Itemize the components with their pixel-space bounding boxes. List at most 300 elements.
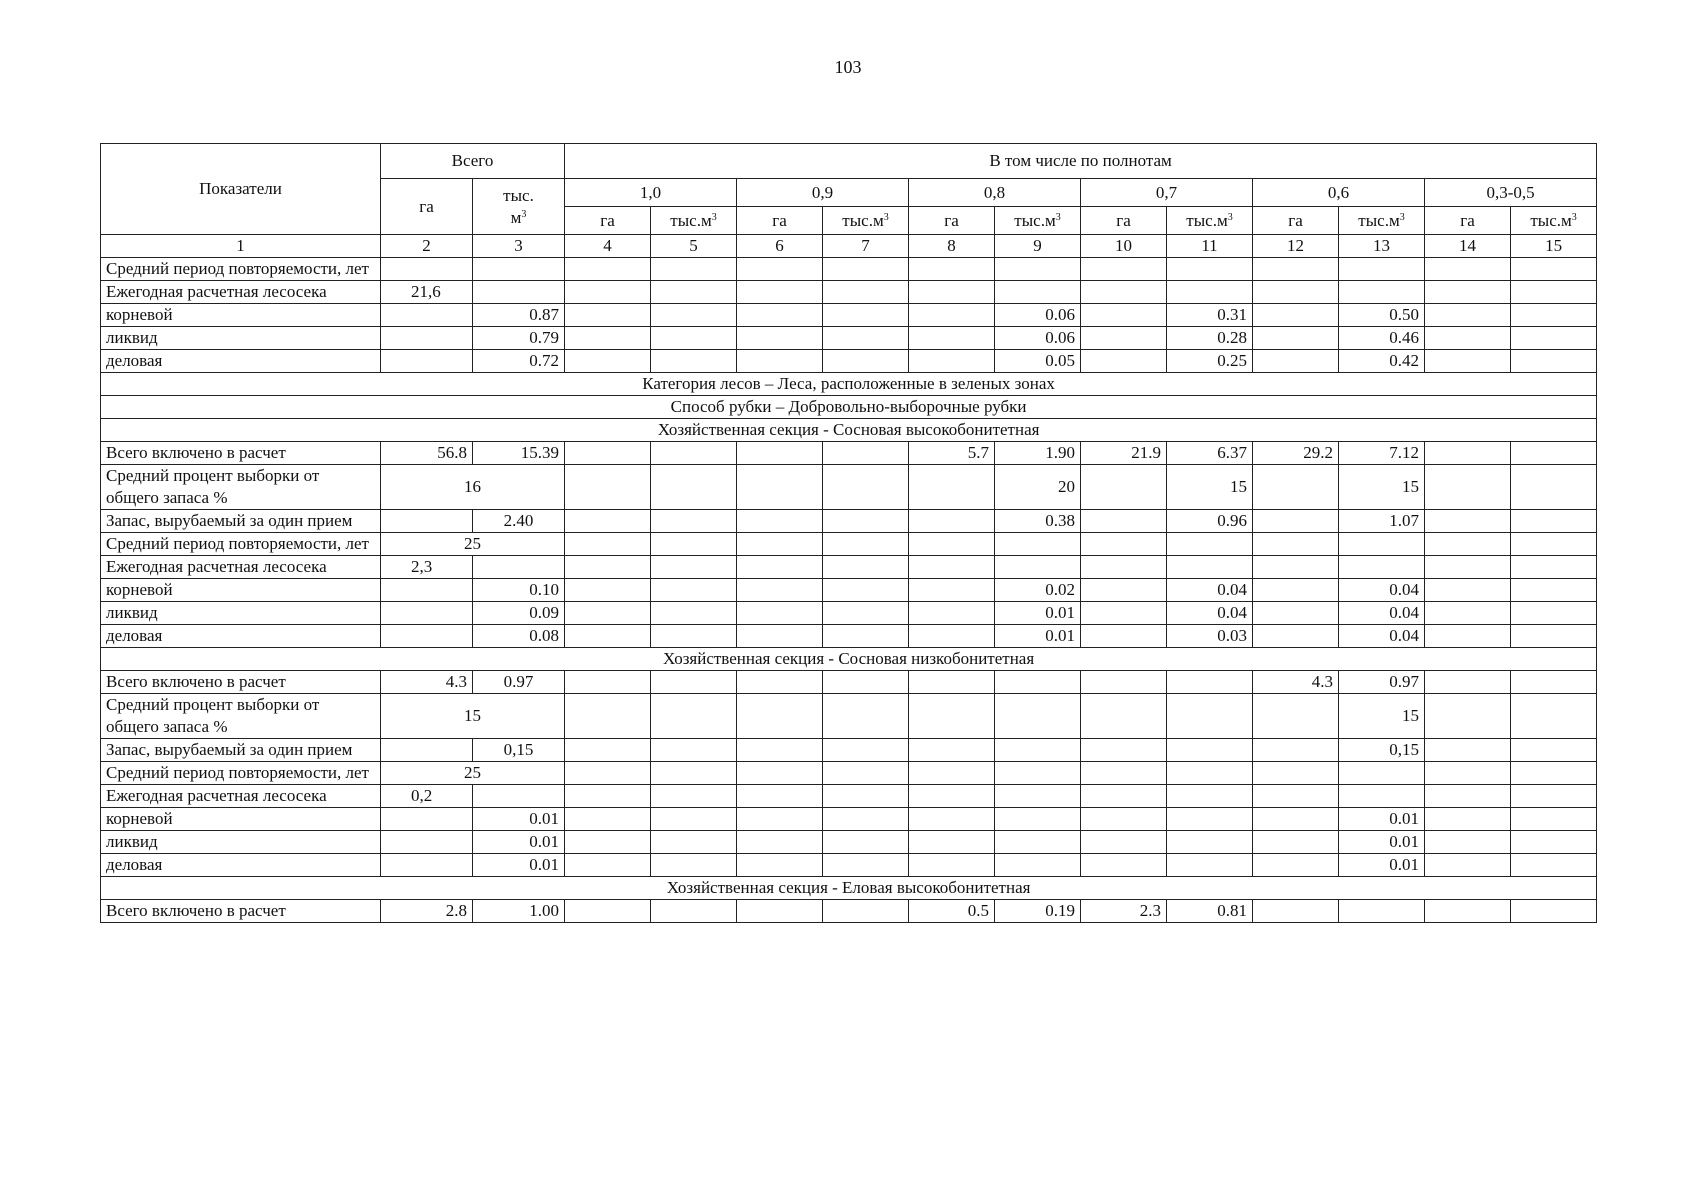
header-total-volume: тыс. $м^3$ xyxy=(473,179,565,235)
table-cell xyxy=(1167,739,1253,762)
header-indicators: Показатели xyxy=(101,144,381,235)
table-cell xyxy=(651,694,737,739)
table-cell xyxy=(909,281,995,304)
subheader-ha: га xyxy=(1081,207,1167,235)
table-cell xyxy=(823,442,909,465)
table-cell xyxy=(1253,694,1339,739)
table-cell xyxy=(1425,304,1511,327)
table-cell xyxy=(909,762,995,785)
row-label: деловая xyxy=(101,854,381,877)
table-cell xyxy=(909,304,995,327)
table-cell xyxy=(1253,465,1339,510)
table-cell xyxy=(1081,602,1167,625)
column-index-cell: 6 xyxy=(737,235,823,258)
table-cell xyxy=(1425,579,1511,602)
table-cell xyxy=(1081,579,1167,602)
table-cell xyxy=(1511,258,1597,281)
subheader-ha: га xyxy=(1253,207,1339,235)
table-cell xyxy=(1081,739,1167,762)
table-cell xyxy=(1339,533,1425,556)
table-cell xyxy=(1425,831,1511,854)
row-label: деловая xyxy=(101,350,381,373)
table-cell xyxy=(1081,785,1167,808)
row-label: Ежегодная расчетная лесосека xyxy=(101,785,381,808)
table-cell xyxy=(565,442,651,465)
table-cell: 56.8 xyxy=(381,442,473,465)
table-cell xyxy=(1253,579,1339,602)
table-cell xyxy=(823,258,909,281)
table-cell xyxy=(1425,602,1511,625)
table-cell xyxy=(909,602,995,625)
table-cell xyxy=(1253,350,1339,373)
table-cell xyxy=(909,533,995,556)
total-merged-cell: 25 xyxy=(381,762,565,785)
table-cell xyxy=(381,510,473,533)
table-row xyxy=(101,258,1597,281)
table-cell xyxy=(1167,831,1253,854)
table-row xyxy=(101,556,1597,579)
table-cell xyxy=(995,694,1081,739)
table-cell xyxy=(381,258,473,281)
table-cell xyxy=(1167,281,1253,304)
column-index-cell: 12 xyxy=(1253,235,1339,258)
table-cell xyxy=(565,465,651,510)
table-cell xyxy=(1167,808,1253,831)
table-cell xyxy=(1511,579,1597,602)
table-cell: 21,6 xyxy=(381,281,473,304)
table-cell xyxy=(1425,625,1511,648)
table-cell xyxy=(823,556,909,579)
subheader-volume: $тыс.м^3$ xyxy=(651,207,737,235)
table-cell xyxy=(995,671,1081,694)
subheader-volume: $тыс.м^3$ xyxy=(1339,207,1425,235)
table-cell xyxy=(651,602,737,625)
header-total-ha: га xyxy=(381,179,473,235)
table-cell: 0,15 xyxy=(473,739,565,762)
column-index-cell: 13 xyxy=(1339,235,1425,258)
row-label: корневой xyxy=(101,304,381,327)
table-cell: 15.39 xyxy=(473,442,565,465)
table-cell xyxy=(1425,533,1511,556)
table-cell xyxy=(1425,327,1511,350)
table-cell xyxy=(909,831,995,854)
table-cell xyxy=(565,694,651,739)
row-label: ликвид xyxy=(101,327,381,350)
table-cell xyxy=(651,350,737,373)
table-cell xyxy=(381,625,473,648)
table-cell xyxy=(381,739,473,762)
table-cell: 6.37 xyxy=(1167,442,1253,465)
table-cell: 0.01 xyxy=(1339,854,1425,877)
table-cell xyxy=(1081,350,1167,373)
row-label: Средний период повторяемости, лет xyxy=(101,258,381,281)
table-cell xyxy=(823,671,909,694)
table-cell: 0.87 xyxy=(473,304,565,327)
table-cell xyxy=(1511,465,1597,510)
table-cell xyxy=(565,327,651,350)
table-cell xyxy=(1081,556,1167,579)
table-cell xyxy=(565,785,651,808)
table-cell: 0.42 xyxy=(1339,350,1425,373)
column-index-cell: 10 xyxy=(1081,235,1167,258)
table-cell xyxy=(1511,762,1597,785)
row-label: корневой xyxy=(101,808,381,831)
table-cell xyxy=(651,465,737,510)
table-cell: 2.8 xyxy=(381,900,473,923)
header-by-density: В том числе по полнотам xyxy=(565,144,1597,179)
table-cell xyxy=(995,556,1081,579)
table-cell xyxy=(1511,602,1597,625)
table-cell: 4.3 xyxy=(381,671,473,694)
table-cell: 0,2 xyxy=(381,785,473,808)
header-total: Всего xyxy=(381,144,565,179)
table-cell xyxy=(737,739,823,762)
column-index-cell: 8 xyxy=(909,235,995,258)
table-cell xyxy=(1425,808,1511,831)
table-cell xyxy=(651,533,737,556)
section-title: Способ рубки – Добровольно-выборочные рубки xyxy=(101,396,1597,419)
table-cell: 4.3 xyxy=(1253,671,1339,694)
table-cell: 0.04 xyxy=(1167,602,1253,625)
table-cell xyxy=(995,762,1081,785)
table-cell xyxy=(995,281,1081,304)
table-cell: 20 xyxy=(995,465,1081,510)
table-cell xyxy=(1511,533,1597,556)
table-cell xyxy=(1081,625,1167,648)
table-cell xyxy=(1511,510,1597,533)
table-cell xyxy=(1081,327,1167,350)
table-cell xyxy=(823,739,909,762)
table-cell xyxy=(995,533,1081,556)
table-cell xyxy=(1339,785,1425,808)
table-cell xyxy=(823,785,909,808)
table-cell xyxy=(565,625,651,648)
table-cell: 0.38 xyxy=(995,510,1081,533)
table-cell xyxy=(565,304,651,327)
table-cell xyxy=(737,900,823,923)
table-row xyxy=(101,465,1597,510)
table-cell xyxy=(1425,281,1511,304)
table-cell xyxy=(1253,739,1339,762)
table-row xyxy=(101,762,1597,785)
table-cell xyxy=(1425,785,1511,808)
table-cell xyxy=(909,694,995,739)
header-density-5: 0,6 xyxy=(1253,179,1425,207)
header-density-4: 0,7 xyxy=(1081,179,1253,207)
row-label: ликвид xyxy=(101,831,381,854)
table-cell xyxy=(737,831,823,854)
table-cell xyxy=(909,671,995,694)
table-cell xyxy=(1081,762,1167,785)
table-cell xyxy=(1425,258,1511,281)
table-row xyxy=(101,442,1597,465)
table-cell: 0.04 xyxy=(1339,602,1425,625)
table-cell xyxy=(651,831,737,854)
table-cell xyxy=(823,327,909,350)
table-cell xyxy=(1081,854,1167,877)
table-cell xyxy=(1253,808,1339,831)
table-cell xyxy=(1511,350,1597,373)
table-cell xyxy=(565,900,651,923)
total-merged-cell: 25 xyxy=(381,533,565,556)
table-cell xyxy=(1253,900,1339,923)
table-row xyxy=(101,785,1597,808)
table-cell xyxy=(737,808,823,831)
table-cell xyxy=(565,350,651,373)
table-cell: 0.81 xyxy=(1167,900,1253,923)
table-cell xyxy=(909,465,995,510)
column-index-cell: 1 xyxy=(101,235,381,258)
section-title: Хозяйственная секция - Еловая высокобонитетная xyxy=(101,877,1597,900)
table-cell xyxy=(909,625,995,648)
table-cell xyxy=(1425,442,1511,465)
table-cell: 0.28 xyxy=(1167,327,1253,350)
column-index-cell: 2 xyxy=(381,235,473,258)
row-label: Средний период повторяемости, лет xyxy=(101,533,381,556)
table-cell xyxy=(651,510,737,533)
table-row xyxy=(101,739,1597,762)
table-cell: 0.01 xyxy=(473,808,565,831)
column-index-cell: 4 xyxy=(565,235,651,258)
table-cell: 29.2 xyxy=(1253,442,1339,465)
table-cell: 0.46 xyxy=(1339,327,1425,350)
row-label: Ежегодная расчетная лесосека xyxy=(101,556,381,579)
table-cell xyxy=(651,785,737,808)
table-cell: 1.90 xyxy=(995,442,1081,465)
table-cell xyxy=(1253,556,1339,579)
table-cell xyxy=(473,785,565,808)
row-label: Запас, вырубаемый за один прием xyxy=(101,510,381,533)
column-index-cell: 3 xyxy=(473,235,565,258)
table-cell xyxy=(565,533,651,556)
table-cell xyxy=(1253,854,1339,877)
row-label: Всего включено в расчет xyxy=(101,671,381,694)
table-row xyxy=(101,671,1597,694)
table-cell: 0.01 xyxy=(995,625,1081,648)
table-cell xyxy=(823,510,909,533)
table-cell: 0.06 xyxy=(995,327,1081,350)
table-cell xyxy=(909,785,995,808)
table-cell: 0.01 xyxy=(473,854,565,877)
table-cell xyxy=(909,510,995,533)
table-cell xyxy=(1511,327,1597,350)
table-cell xyxy=(651,258,737,281)
table-row xyxy=(101,327,1597,350)
table-cell: 0.05 xyxy=(995,350,1081,373)
table-row xyxy=(101,281,1597,304)
table-cell xyxy=(823,808,909,831)
table-cell xyxy=(1511,854,1597,877)
table-cell xyxy=(1339,900,1425,923)
table-cell xyxy=(823,350,909,373)
table-cell xyxy=(1425,465,1511,510)
table-cell xyxy=(1081,533,1167,556)
column-index-row xyxy=(101,235,1597,258)
table-cell xyxy=(1511,671,1597,694)
table-cell xyxy=(1339,281,1425,304)
row-label: деловая xyxy=(101,625,381,648)
table-cell xyxy=(651,808,737,831)
table-cell xyxy=(565,854,651,877)
table-cell xyxy=(737,694,823,739)
table-cell xyxy=(909,258,995,281)
table-cell xyxy=(823,831,909,854)
table-cell: 2.40 xyxy=(473,510,565,533)
column-index-cell: 15 xyxy=(1511,235,1597,258)
table-cell xyxy=(651,442,737,465)
table-cell xyxy=(1339,556,1425,579)
table-cell xyxy=(1339,258,1425,281)
table-cell xyxy=(737,510,823,533)
table-cell xyxy=(1339,762,1425,785)
table-cell xyxy=(1511,304,1597,327)
table-cell xyxy=(823,625,909,648)
table-cell xyxy=(1081,694,1167,739)
subheader-volume: $тыс.м^3$ xyxy=(1167,207,1253,235)
table-cell xyxy=(737,465,823,510)
table-cell xyxy=(737,625,823,648)
table-cell xyxy=(737,327,823,350)
section-title: Хозяйственная секция - Сосновая высокобонитетная xyxy=(101,419,1597,442)
table-cell: 0.5 xyxy=(909,900,995,923)
table-cell xyxy=(1167,854,1253,877)
table-cell: 0.01 xyxy=(473,831,565,854)
row-label: Всего включено в расчет xyxy=(101,900,381,923)
table-cell xyxy=(381,304,473,327)
table-cell xyxy=(823,281,909,304)
table-cell: 0.06 xyxy=(995,304,1081,327)
section-header-row xyxy=(101,877,1597,900)
table-cell xyxy=(1167,258,1253,281)
table-cell xyxy=(1167,671,1253,694)
table-cell xyxy=(1425,510,1511,533)
column-index-cell: 5 xyxy=(651,235,737,258)
table-cell xyxy=(1167,762,1253,785)
table-cell xyxy=(737,442,823,465)
table-cell xyxy=(1511,281,1597,304)
table-cell: 15 xyxy=(1339,465,1425,510)
table-cell: 0.09 xyxy=(473,602,565,625)
row-label: ликвид xyxy=(101,602,381,625)
table-cell xyxy=(1253,831,1339,854)
table-cell: 0.97 xyxy=(473,671,565,694)
subheader-ha: га xyxy=(1425,207,1511,235)
table-cell xyxy=(381,808,473,831)
row-label: корневой xyxy=(101,579,381,602)
table-cell: 0.01 xyxy=(1339,808,1425,831)
table-cell xyxy=(1081,831,1167,854)
table-cell xyxy=(1511,808,1597,831)
table-cell xyxy=(995,831,1081,854)
table-cell: 0.97 xyxy=(1339,671,1425,694)
table-row xyxy=(101,900,1597,923)
table-cell xyxy=(737,854,823,877)
table-cell xyxy=(995,739,1081,762)
section-header-row xyxy=(101,648,1597,671)
table-cell xyxy=(995,258,1081,281)
subheader-ha: га xyxy=(909,207,995,235)
row-label: Ежегодная расчетная лесосека xyxy=(101,281,381,304)
table-cell xyxy=(1425,350,1511,373)
table-cell xyxy=(473,281,565,304)
table-cell xyxy=(823,579,909,602)
table-cell xyxy=(737,533,823,556)
subheader-volume: $тыс.м^3$ xyxy=(1511,207,1597,235)
table-cell xyxy=(651,762,737,785)
table-cell: 0.25 xyxy=(1167,350,1253,373)
table-row xyxy=(101,579,1597,602)
table-cell xyxy=(909,327,995,350)
row-label: Всего включено в расчет xyxy=(101,442,381,465)
row-label: Средний процент выборки от общего запаса % xyxy=(101,465,381,510)
table-cell: 5.7 xyxy=(909,442,995,465)
table-cell xyxy=(823,762,909,785)
table-cell xyxy=(1081,671,1167,694)
table-cell xyxy=(473,556,565,579)
column-index-cell: 7 xyxy=(823,235,909,258)
table-cell xyxy=(565,258,651,281)
table-cell xyxy=(823,533,909,556)
section-header-row xyxy=(101,373,1597,396)
table-cell xyxy=(1253,625,1339,648)
table-cell xyxy=(381,350,473,373)
table-cell: 0.01 xyxy=(1339,831,1425,854)
table-cell xyxy=(823,854,909,877)
table-row xyxy=(101,854,1597,877)
header-density-3: 0,8 xyxy=(909,179,1081,207)
table-cell xyxy=(381,602,473,625)
table-cell xyxy=(565,739,651,762)
table-cell xyxy=(909,350,995,373)
table-cell xyxy=(1253,785,1339,808)
table-cell xyxy=(1253,281,1339,304)
table-cell xyxy=(995,808,1081,831)
table-cell xyxy=(651,304,737,327)
table-row xyxy=(101,350,1597,373)
table-cell xyxy=(565,762,651,785)
table-cell xyxy=(737,556,823,579)
table-cell xyxy=(565,602,651,625)
table-cell xyxy=(1081,281,1167,304)
column-index-cell: 14 xyxy=(1425,235,1511,258)
table-cell xyxy=(1511,831,1597,854)
table-cell xyxy=(651,625,737,648)
table-cell xyxy=(737,785,823,808)
table-row xyxy=(101,533,1597,556)
table-cell xyxy=(381,327,473,350)
table-cell: 0.31 xyxy=(1167,304,1253,327)
table-cell xyxy=(1167,533,1253,556)
table-cell xyxy=(381,831,473,854)
table-cell xyxy=(737,602,823,625)
table-cell xyxy=(909,579,995,602)
table-cell xyxy=(737,579,823,602)
table-cell xyxy=(1167,785,1253,808)
table-cell xyxy=(823,694,909,739)
table-cell: 0.96 xyxy=(1167,510,1253,533)
table-cell xyxy=(737,281,823,304)
table-cell xyxy=(1425,762,1511,785)
table-row xyxy=(101,808,1597,831)
table-cell xyxy=(1253,762,1339,785)
forest-cutting-table xyxy=(100,143,1597,923)
subheader-volume: $тыс.м^3$ xyxy=(823,207,909,235)
table-cell xyxy=(1081,304,1167,327)
table-cell xyxy=(1253,602,1339,625)
table-cell xyxy=(473,258,565,281)
table-cell xyxy=(651,854,737,877)
column-index-cell: 9 xyxy=(995,235,1081,258)
